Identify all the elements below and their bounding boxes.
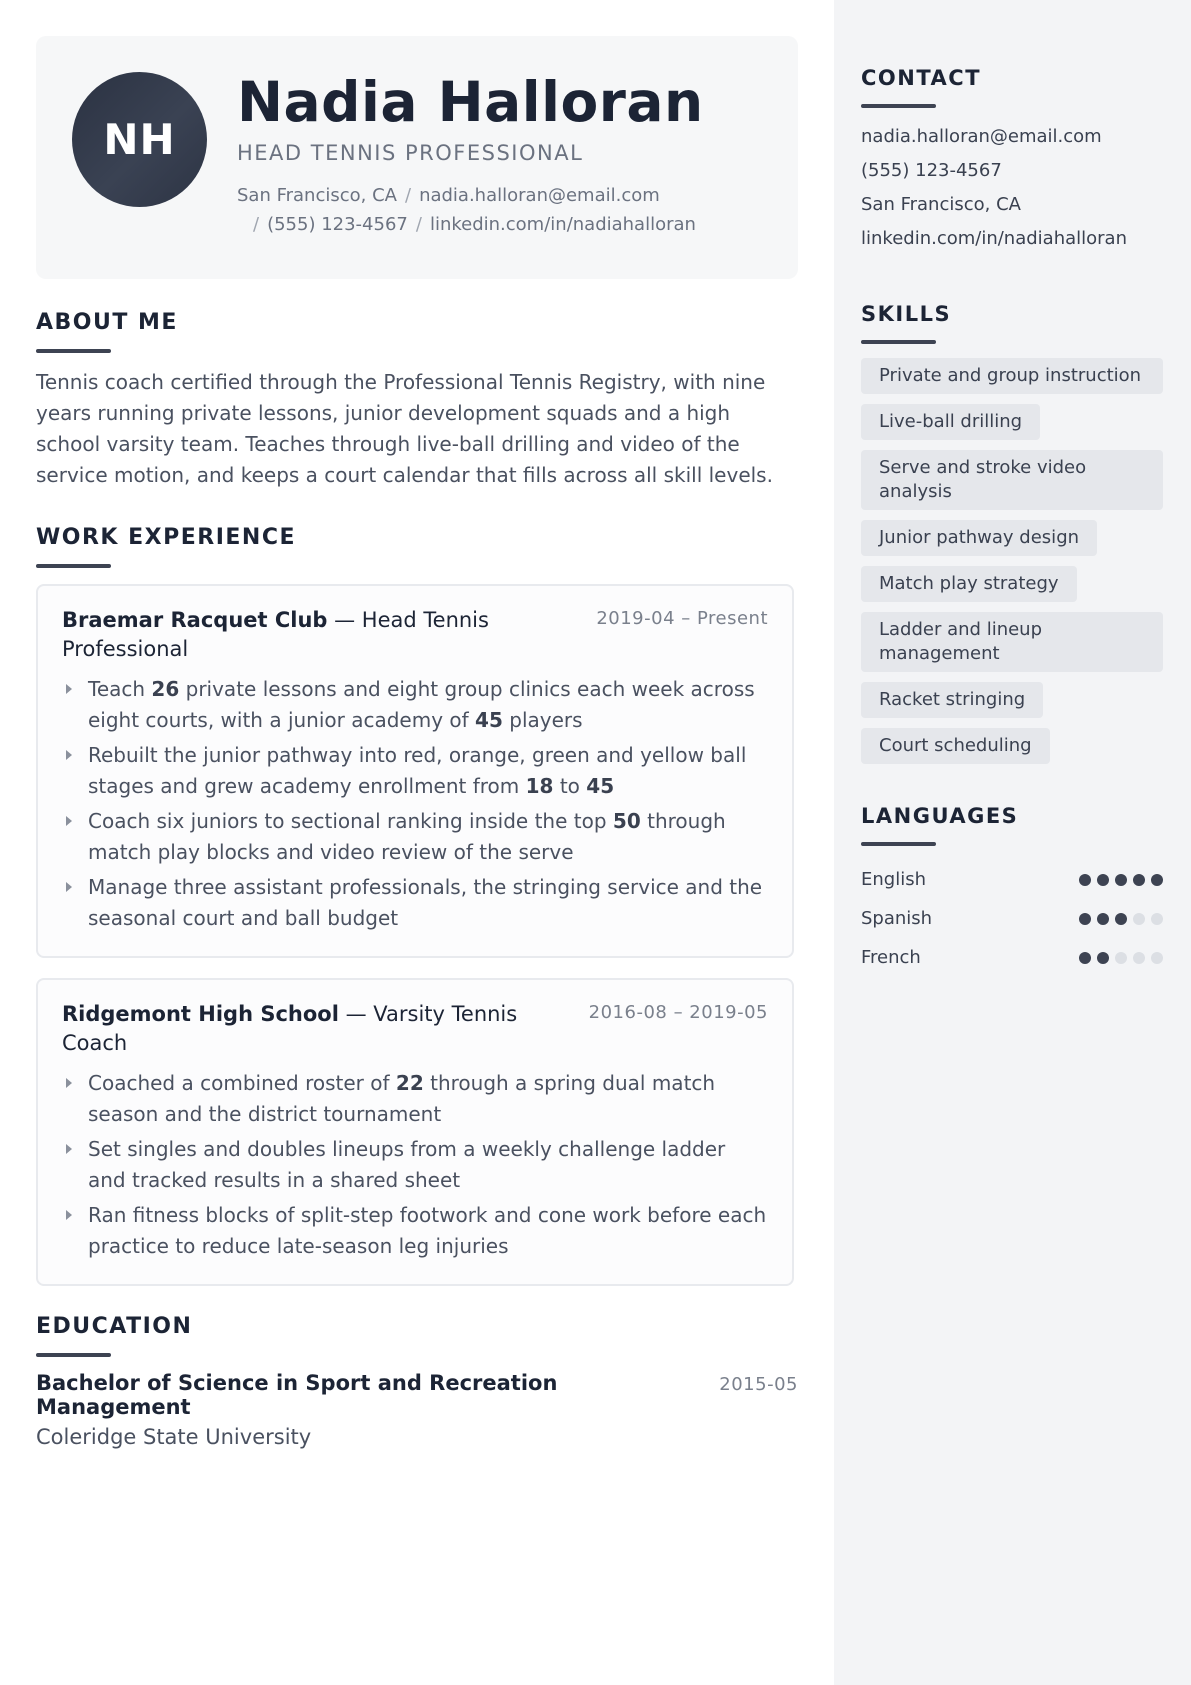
contact-section [861, 66, 1163, 256]
job-bullet: Coach six juniors to sectional ranking inside the top 50 through match play blocks and video review of the serve [62, 806, 768, 868]
level-dot-filled [1079, 952, 1091, 964]
work-title: WORK EXPERIENCE [36, 525, 296, 550]
language-name: French [861, 947, 921, 968]
language-row [861, 899, 1163, 938]
header-card [36, 36, 798, 279]
job-position: — Varsity Tennis Coach [62, 1002, 518, 1055]
header-contact-line [237, 181, 727, 239]
job-bullet: Ran fitness blocks of split-step footwork and cone work before each practice to reduce late-season leg injuries [62, 1200, 768, 1262]
language-level [1079, 874, 1163, 886]
contact-email[interactable]: nadia.halloran@email.com [861, 126, 1102, 147]
header-email[interactable]: nadia.halloran@email.com [419, 184, 660, 206]
section-rule [36, 564, 111, 568]
job-dates: 2019-04 – Present [596, 608, 768, 629]
level-dot-empty [1115, 952, 1127, 964]
languages-title: LANGUAGES [861, 804, 1019, 828]
job-bullet: Rebuilt the junior pathway into red, orange, green and yellow ball stages and grew academy enrollment from 18 to 45 [62, 740, 768, 802]
contact-phone[interactable]: (555) 123-4567 [861, 160, 1002, 181]
languages-section [861, 804, 1163, 977]
job-bullet: Coached a combined roster of 22 through a spring dual match season and the district tournament [62, 1068, 768, 1130]
education-degree: Bachelor of Science in Sport and Recreation Management [36, 1371, 558, 1419]
skill-tag: Ladder and lineup management [861, 612, 1163, 672]
avatar-initials: NH [103, 115, 176, 164]
separator: / [415, 213, 422, 235]
level-dot-empty [1133, 913, 1145, 925]
candidate-role: HEAD TENNIS PROFESSIONAL [237, 140, 584, 165]
work-section [36, 525, 798, 1286]
separator: / [253, 213, 260, 235]
bullet-triangle-icon [66, 1144, 72, 1154]
about-title: ABOUT ME [36, 310, 178, 335]
level-dot-filled [1079, 874, 1091, 886]
contact-linkedin[interactable]: linkedin.com/in/nadiahalloran [861, 228, 1127, 249]
about-section [36, 310, 798, 491]
section-rule [36, 349, 111, 353]
section-rule [861, 104, 936, 108]
language-level [1079, 913, 1163, 925]
avatar [72, 72, 207, 207]
separator: / [404, 184, 412, 206]
level-dot-filled [1079, 913, 1091, 925]
header-text [237, 72, 727, 239]
level-dot-empty [1151, 913, 1163, 925]
job-bullets [62, 1068, 768, 1262]
level-dot-filled [1097, 874, 1109, 886]
skill-tag: Match play strategy [861, 566, 1077, 602]
main-column [36, 36, 798, 1449]
section-rule [861, 842, 936, 846]
education-title: EDUCATION [36, 1314, 193, 1339]
about-text: Tennis coach certified through the Professional Tennis Registry, with nine years running private lessons, junior development squads and a high school varsity team. Teaches through live-ball drilling and video of the service motion, and keeps a court calendar that fills across all skill levels. [36, 370, 773, 487]
language-name: Spanish [861, 908, 933, 929]
contact-location: San Francisco, CA [861, 194, 1021, 215]
job-company: Ridgemont High School [62, 1002, 339, 1026]
job-title [62, 606, 532, 664]
bullet-triangle-icon [66, 750, 72, 760]
skills-section [861, 302, 1163, 774]
level-dot-filled [1115, 913, 1127, 925]
job-title [62, 1000, 532, 1058]
header-phone[interactable]: (555) 123-4567 [267, 213, 408, 235]
header-linkedin[interactable]: linkedin.com/in/nadiahalloran [429, 213, 696, 235]
job-card [36, 978, 794, 1286]
header-location: San Francisco, CA [237, 184, 397, 206]
bullet-triangle-icon [66, 882, 72, 892]
skill-tag: Private and group instruction [861, 358, 1163, 394]
job-company: Braemar Racquet Club [62, 608, 328, 632]
level-dot-empty [1133, 952, 1145, 964]
bullet-triangle-icon [66, 684, 72, 694]
level-dot-empty [1151, 952, 1163, 964]
education-section [36, 1314, 798, 1449]
education-school: Coleridge State University [36, 1425, 312, 1449]
bullet-triangle-icon [66, 816, 72, 826]
job-bullet: Teach 26 private lessons and eight group clinics each week across eight courts, with a junior academy of 45 players [62, 674, 768, 736]
job-card [36, 584, 794, 958]
language-row [861, 860, 1163, 899]
bullet-triangle-icon [66, 1078, 72, 1088]
language-row [861, 938, 1163, 977]
candidate-name: Nadia Halloran [237, 70, 704, 134]
skill-tag: Court scheduling [861, 728, 1050, 764]
language-level [1079, 952, 1163, 964]
job-bullet: Manage three assistant professionals, the stringing service and the seasonal court and ball budget [62, 872, 768, 934]
language-name: English [861, 869, 926, 890]
section-rule [861, 340, 936, 344]
level-dot-filled [1097, 952, 1109, 964]
level-dot-filled [1133, 874, 1145, 886]
sidebar [834, 0, 1191, 1685]
skill-tag: Serve and stroke video analysis [861, 450, 1163, 510]
job-position: — Head Tennis Professional [62, 608, 489, 661]
job-dates: 2016-08 – 2019-05 [588, 1002, 768, 1023]
job-bullets [62, 674, 768, 934]
level-dot-filled [1097, 913, 1109, 925]
skill-tag: Racket stringing [861, 682, 1043, 718]
section-rule [36, 1353, 111, 1357]
skills-title: SKILLS [861, 302, 952, 326]
level-dot-filled [1115, 874, 1127, 886]
skill-tag: Junior pathway design [861, 520, 1097, 556]
job-bullet: Set singles and doubles lineups from a weekly challenge ladder and tracked results in a shared sheet [62, 1134, 768, 1196]
contact-title: CONTACT [861, 66, 982, 90]
education-date: 2015-05 [719, 1374, 798, 1395]
skill-tag: Live-ball drilling [861, 404, 1040, 440]
level-dot-filled [1151, 874, 1163, 886]
bullet-triangle-icon [66, 1210, 72, 1220]
